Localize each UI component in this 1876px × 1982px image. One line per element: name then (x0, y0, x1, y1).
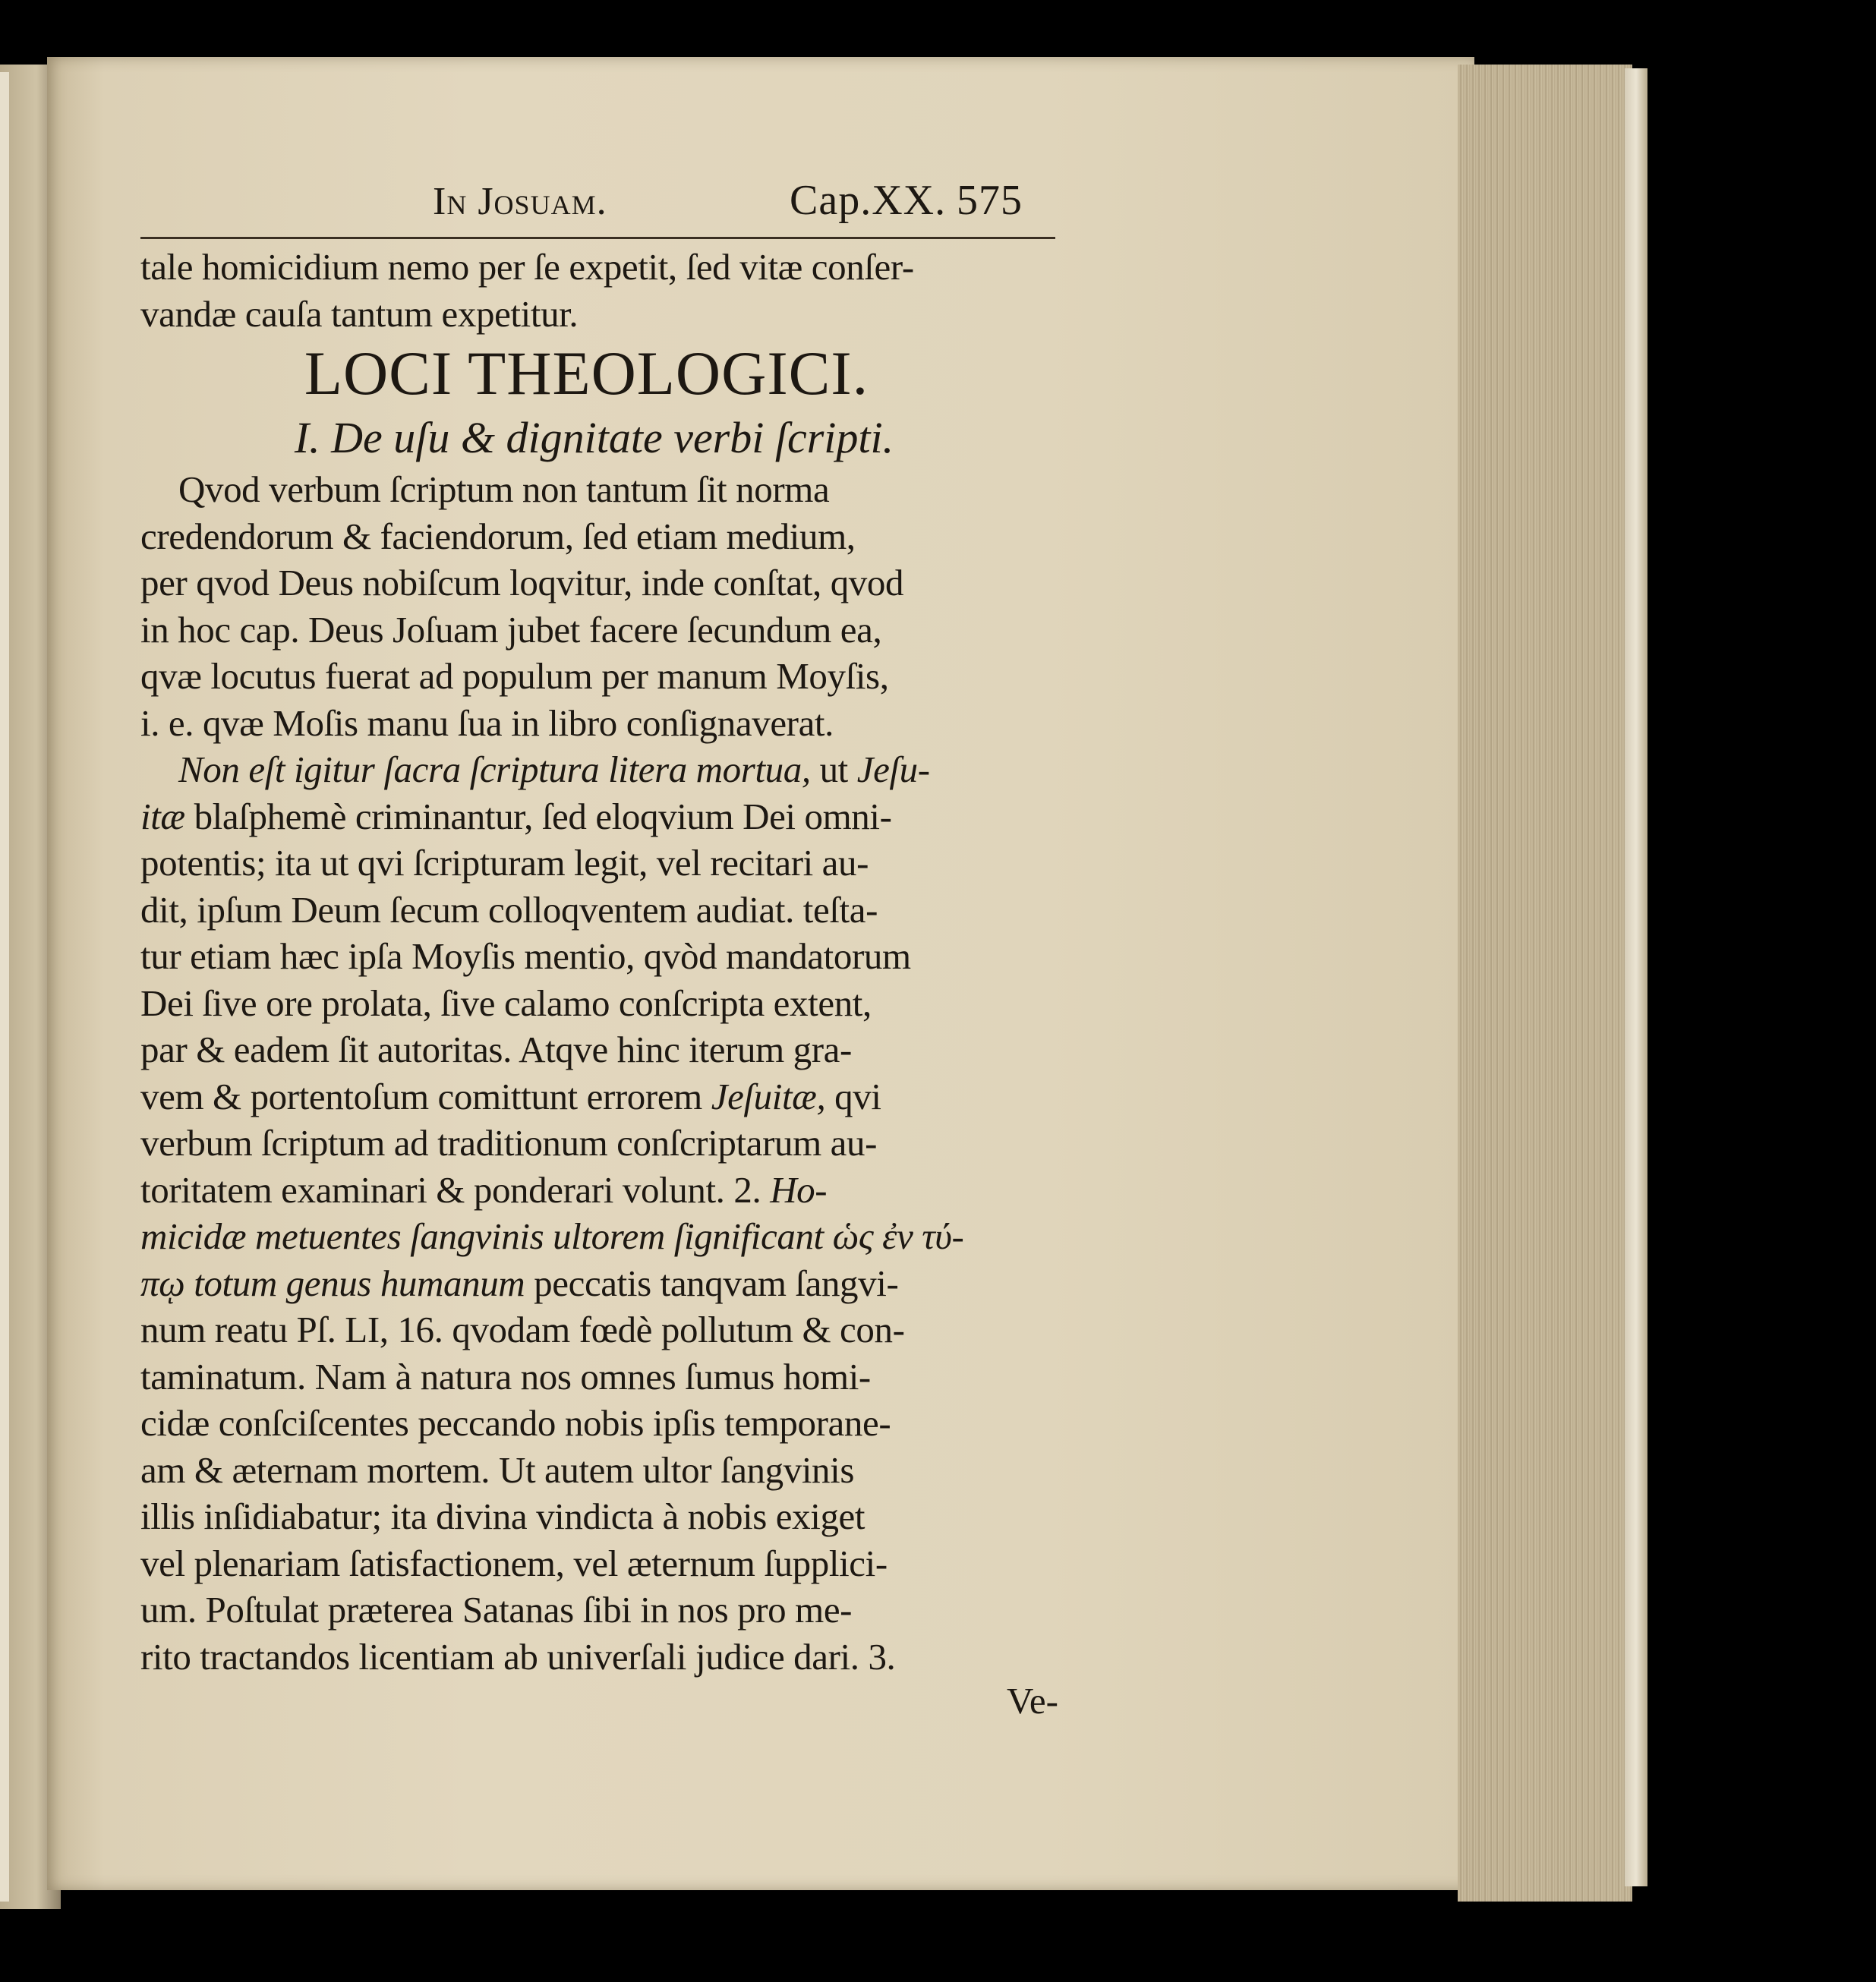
text-line: illis inſidiabatur; ita divina vindicta à nobis exiget (140, 1495, 865, 1537)
roman-run: ut (810, 748, 857, 790)
text-line: rito tractandos licentiam ab univerſali judice dari. 3. (140, 1635, 896, 1678)
text-line (140, 1073, 1063, 1120)
text-line: in hoc cap. Deus Joſuam jubet facere ſecundum ea, (140, 608, 882, 651)
text-line: verbum ſcriptum ad traditionum conſcriptarum au- (140, 1122, 878, 1164)
roman-run: peccatis tanqvam ſangvi- (525, 1262, 899, 1304)
italic-run: itæ (140, 795, 185, 837)
header-rule (140, 237, 1055, 239)
section-subheading: I. De uſu & dignitate verbi ſcripti. (294, 413, 894, 462)
italic-run: micidæ metuentes ſangvinis ultorem ſignificant ὡς ἐν τύ- (140, 1215, 964, 1257)
text-line (140, 1213, 1063, 1260)
text-line: tale homicidium nemo per ſe expetit, ſed vitæ conſer- (140, 246, 914, 288)
roman-run: blaſphemè criminantur, ſed eloqvium Dei omni- (184, 795, 892, 837)
text-line: tur etiam hæc ipſa Moyſis mentio, qvòd mandatorum (140, 935, 911, 977)
roman-run: toritatem examinari & ponderari volunt. 2. (140, 1168, 771, 1211)
text-line: cidæ conſciſcentes peccando nobis ipſis temporane- (140, 1402, 891, 1444)
page-stack-edges (1458, 65, 1632, 1902)
text-line (140, 1167, 1063, 1214)
text-line: per qvod Deus nobiſcum loqvitur, inde conſtat, qvod (140, 562, 904, 603)
section-heading: LOCI THEOLOGICI. (304, 339, 869, 408)
facing-page-margin (0, 72, 9, 1902)
italic-run: Jeſu- (856, 748, 930, 790)
text-line (140, 793, 1063, 840)
text-line: par & eadem ſit autoritas. Atqve hinc iterum gra- (140, 1029, 852, 1070)
chapter-label: Cap.XX. (790, 177, 947, 224)
text-line: taminatum. Nam à natura nos omnes ſumus homi- (140, 1355, 871, 1397)
text-line (140, 746, 1063, 793)
text-line: credendorum & faciendorum, ſed etiam medium, (140, 515, 856, 557)
text-line: num reatu Pſ. LI, 16. qvodam fœdè pollutum & con- (140, 1309, 905, 1350)
text-line: am & æternam mortem. Ut autem ultor ſangvinis (140, 1448, 855, 1491)
roman-run: vem & portentoſum comittunt errorem (140, 1075, 711, 1117)
cover-edge (1625, 68, 1647, 1886)
italic-run: Ho- (770, 1168, 828, 1211)
text-line: Dei ſive ore prolata, ſive calamo conſcripta extent, (140, 982, 872, 1024)
text-line (140, 1260, 1063, 1307)
text-line: vandæ cauſa tantum expetitur. (140, 292, 579, 335)
page-text-block (140, 167, 1063, 1722)
page-number: 575 (957, 177, 1023, 224)
italic-run: Non eſt igitur ſacra ſcriptura litera mortua, (178, 748, 811, 790)
italic-run: πῳ totum genus humanum (140, 1262, 525, 1304)
text-line: Qvod verbum ſcriptum non tantum ſit norma (178, 468, 830, 510)
running-title: In Josuam. (433, 180, 607, 223)
text-line: um. Poſtulat præterea Satanas ſibi in nos pro me- (140, 1589, 853, 1631)
text-line: i. e. qvæ Moſis manu ſua in libro conſignaverat. (140, 701, 834, 744)
text-line: dit, ipſum Deum ſecum colloqventem audiat. teſta- (140, 888, 878, 931)
italic-run: Jeſuitæ, (711, 1075, 826, 1117)
catchword: Ve- (1006, 1680, 1058, 1722)
text-line: vel plenariam ſatisfactionem, vel æternum ſupplici- (140, 1542, 888, 1584)
text-line: qvæ locutus fuerat ad populum per manum Moyſis, (140, 655, 889, 697)
roman-run: qvi (825, 1075, 881, 1117)
page-header (140, 167, 1063, 237)
text-line: potentis; ita ut qvi ſcripturam legit, vel recitari au- (140, 842, 869, 884)
